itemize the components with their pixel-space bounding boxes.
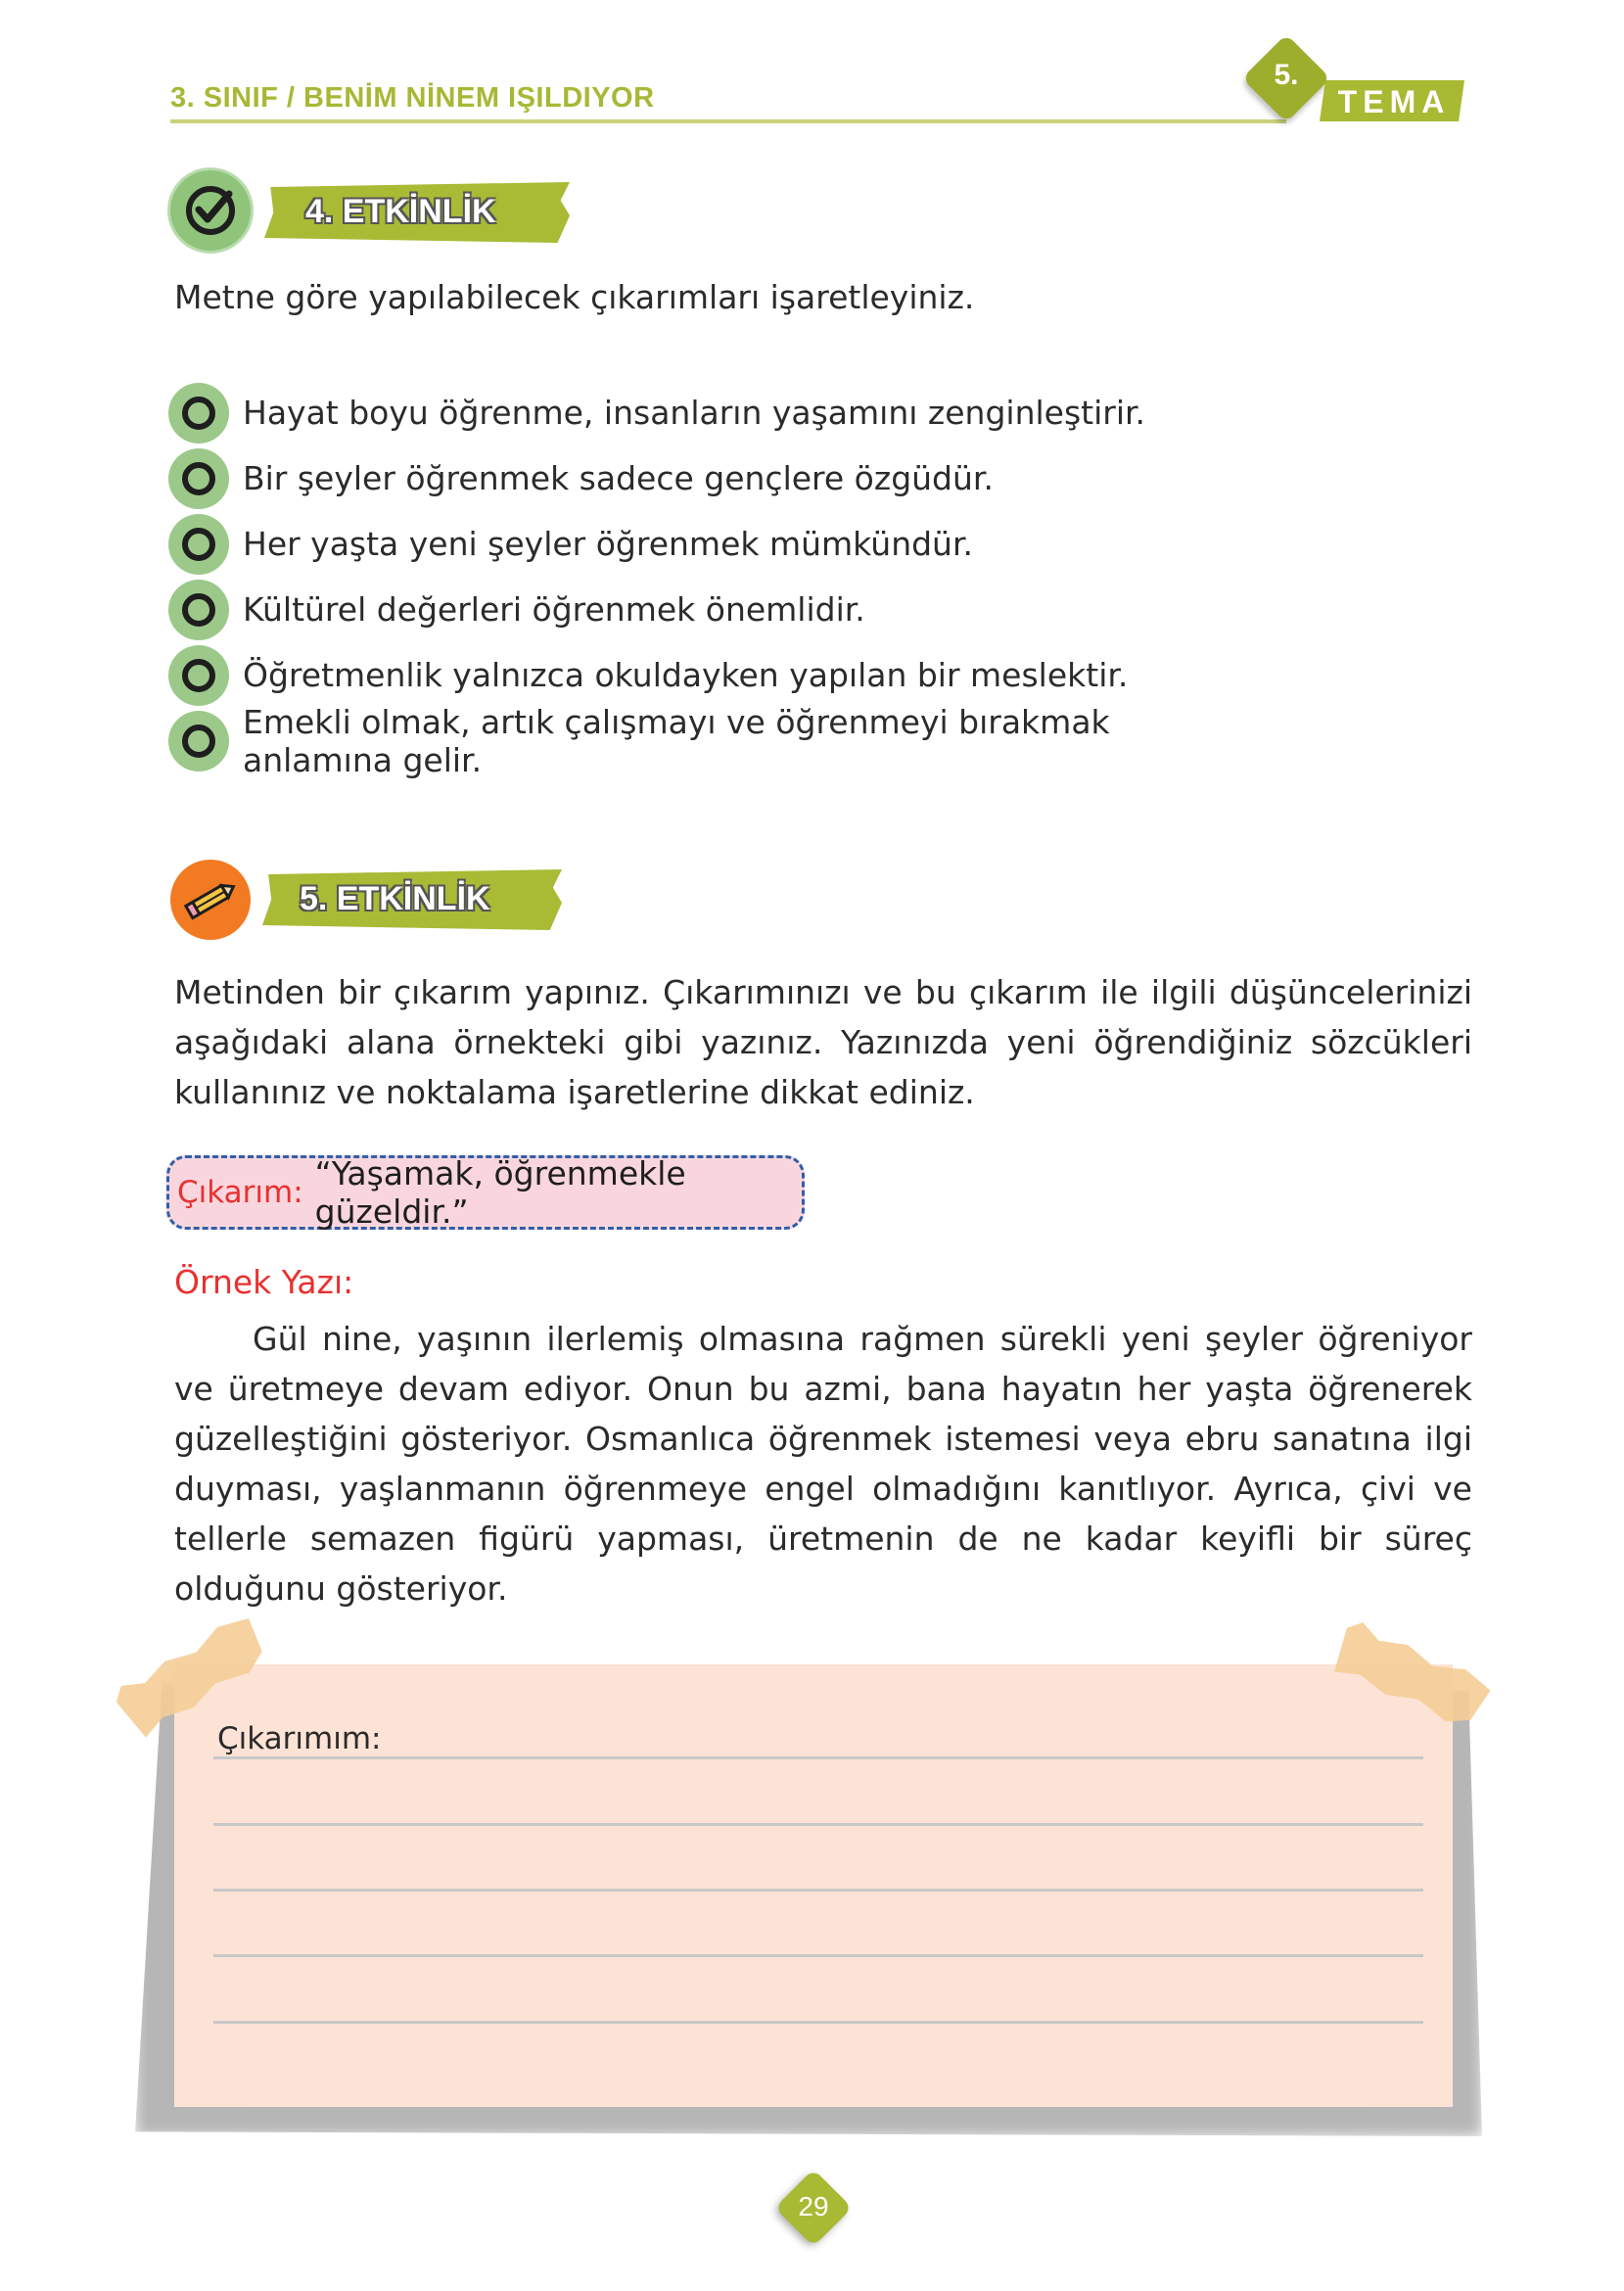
- sample-writing-label: Örnek Yazı:: [174, 1263, 354, 1301]
- activity5-instruction: Metinden bir çıkarım yapınız. Çıkarımınızı ve bu çıkarım ile ilgili düşüncelerinizi aşağıdaki alana örnekteki gibi yazınız. Yazınızda yeni öğrendiğiniz sözcükleri kullanınız ve noktalama işaretlerine dikkat ediniz.: [174, 973, 1472, 1111]
- option-checkbox[interactable]: [168, 448, 229, 509]
- answer-label: Çıkarımım:: [217, 1721, 382, 1756]
- option-checkbox[interactable]: [168, 580, 229, 640]
- option-checkbox[interactable]: [168, 383, 229, 444]
- activity4-instruction: Metne göre yapılabilecek çıkarımları işaretleyiniz.: [174, 278, 975, 316]
- option-text: Bir şeyler öğrenmek sadece gençlere özgüdür.: [243, 459, 994, 497]
- option-item: [168, 642, 1245, 708]
- page-number-badge: [781, 2175, 846, 2240]
- option-item: [168, 445, 1245, 511]
- option-item: [168, 577, 1245, 642]
- option-item: [168, 702, 1245, 779]
- page-header-title: 3. SINIF / BENİM NİNEM IŞILDIYOR: [170, 82, 655, 114]
- writing-line[interactable]: [213, 1954, 1423, 1957]
- option-text: Öğretmenlik yalnızca okuldayken yapılan bir meslektir.: [243, 656, 1129, 694]
- header-divider: [170, 119, 1286, 123]
- pencil-icon: [170, 860, 251, 940]
- example-inference-box: [166, 1155, 805, 1230]
- option-checkbox[interactable]: [168, 711, 229, 771]
- checkmark-icon: [170, 170, 251, 251]
- example-quote: “Yaşamak, öğrenmekle güzeldir.”: [314, 1154, 686, 1231]
- activity5-title: 5. ETKİNLİK: [300, 880, 490, 917]
- option-checkbox[interactable]: [168, 514, 229, 575]
- option-text: Hayat boyu öğrenme, insanların yaşamını zenginleştirir.: [243, 394, 1146, 432]
- theme-badge: [1235, 29, 1480, 137]
- activity4-title: 4. ETKİNLİK: [305, 193, 496, 230]
- sample-writing-text: Gül nine, yaşının ilerlemiş olmasına rağmen sürekli yeni şeyler öğreniyor ve üretmeye devam ediyor. Onun bu azmi, bana hayatın her yaşta öğrenerek güzelleştiğini gösteriyor. Osmanlıca öğrenmek istemesi veya ebru sanatına ilgi duyması, yaşlanmanın öğrenmeye engel olmadığını kanıtlıyor. Ayrıca, çivi ve tellerle semazen figürü yapması, üretmenin de ne kadar keyifli bir süreç olduğunu gösteriyor.: [174, 1320, 1472, 1608]
- option-item: [168, 380, 1245, 445]
- example-label: Çıkarım:: [177, 1175, 303, 1210]
- option-item: [168, 511, 1245, 577]
- writing-line[interactable]: [213, 1889, 1423, 1892]
- writing-line[interactable]: [213, 2021, 1423, 2024]
- option-checkbox[interactable]: [168, 645, 229, 706]
- writing-line[interactable]: [213, 1823, 1423, 1826]
- option-text: Her yaşta yeni şeyler öğrenmek mümkündür.: [243, 525, 973, 563]
- option-text: Kültürel değerleri öğrenmek önemlidir.: [243, 590, 865, 629]
- theme-number: 5.: [1274, 59, 1299, 91]
- page-number: 29: [798, 2191, 829, 2221]
- activity4-options: [168, 380, 1245, 779]
- option-text: Emekli olmak, artık çalışmayı ve öğrenmeyi bırakmak anlamına gelir.: [243, 702, 1110, 779]
- writing-line[interactable]: [213, 1756, 1423, 1759]
- theme-label: TEMA: [1337, 84, 1451, 119]
